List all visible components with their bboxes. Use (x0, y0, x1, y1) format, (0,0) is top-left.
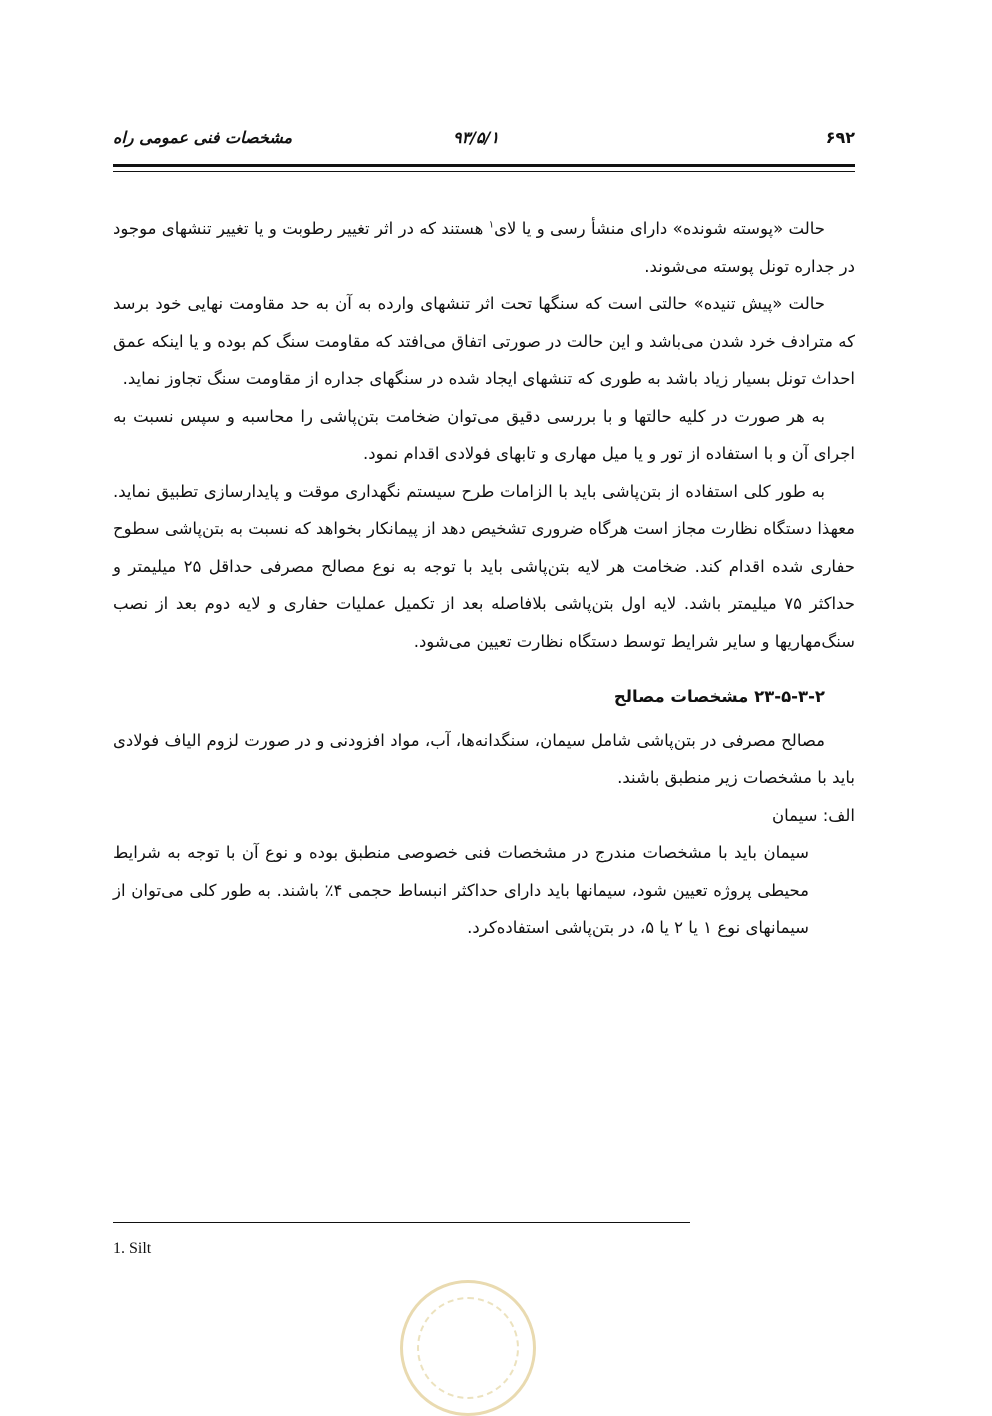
header-code: ۹۳/۵/۱ (453, 128, 500, 147)
page-number: ۶۹۲ (825, 128, 855, 147)
footnote-rule (113, 1222, 690, 1223)
paragraph-5: مصالح مصرفی در بتن‌پاشی شامل سیمان، سنگدانه‌ها، آب، مواد افزودنی و در صورت لزوم الیاف فولادی باید با مشخصات زیر منطبق باشند. (113, 730, 855, 787)
header-rule-thin (113, 171, 855, 172)
paragraph-2: حالت «پیش تنیده» حالتی است که سنگها تحت اثر تنشهای وارده به آن به حد مقاومت نهایی خود برسد که مترادف خرد شدن می‌باشد و این حالت در صورتی اتفاق می‌افتد که مقاومت سنگ کم بوده و یا اینکه عمق احداث تونل بسیار زیاد باشد به طوری که تنشهای ایجاد شده در سنگهای جداره از مقاومت سنگ تجاوز نماید. (113, 294, 855, 388)
footnote-ref: ۱ (488, 219, 495, 231)
sub-label-cement: الف: سیمان (772, 805, 855, 825)
main-text (113, 210, 855, 947)
section-heading: ۲۳-۵-۳-۲ مشخصات مصالح (613, 687, 825, 706)
header-rule-thick (113, 164, 855, 167)
paragraph-6: سیمان باید با مشخصات مندرج در مشخصات فنی خصوصی منطبق بوده و نوع آن با توجه به شرایط محیطی پروژه تعیین شود، سیمانها باید دارای حداکثر انبساط حجمی ۴٪ باشند. به طور کلی می‌توان از سیمانهای نوع ۱ یا ۲ یا ۵، در بتن‌پاشی استفاده‌کرد. (113, 843, 809, 937)
paragraph-1: حالت «پوسته شونده» دارای منشأ رسی و یا لای$^۱$ هستند که در اثر تغییر رطوبت و یا تغییر تنشهای موجود در جداره تونل پوسته می‌شوند. (113, 219, 855, 276)
paragraph-4: به طور کلی استفاده از بتن‌پاشی باید با الزامات طرح سیستم نگهداری موقت و پایدارسازی تطبیق نماید. معهذا دستگاه نظارت مجاز است هرگاه ضروری تشخیص دهد از پیمانکار بخواهد که نسبت به بتن‌پاشی سطوح حفاری شده اقدام کند. ضخامت هر لایه بتن‌پاشی باید با توجه به نوع مصالح مصرفی حداقل ۲۵ میلیمتر و حداکثر ۷۵ میلیمتر باشد. لایه اول بتن‌پاشی بلافاصله بعد از تکمیل عملیات حفاری و لایه دوم بعد از نصب سنگ‌مهاریها و سایر شرایط توسط دستگاه نظارت تعیین می‌شود. (113, 481, 855, 651)
footnote: 1. Silt (113, 1240, 152, 1257)
header-title: مشخصات فنی عمومی راه (113, 128, 293, 147)
page-header (113, 128, 855, 158)
seal-watermark-icon (400, 1280, 536, 1416)
paragraph-3: به هر صورت در کلیه حالتها و با بررسی دقیق می‌توان ضخامت بتن‌پاشی را محاسبه و سپس نسبت به اجرای آن و با استفاده از تور و یا میل مهاری و تابهای فولادی اقدام نمود. (113, 406, 855, 463)
